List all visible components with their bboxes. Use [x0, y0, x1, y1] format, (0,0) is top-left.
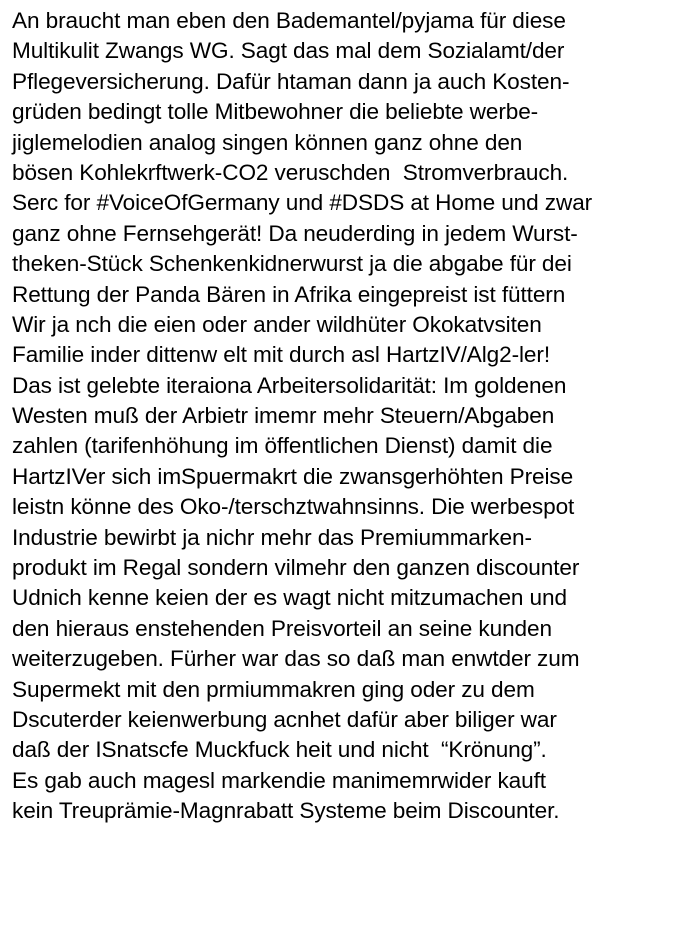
text-line: Multikulit Zwangs WG. Sagt das mal dem Sozialamt/der [12, 38, 565, 64]
text-line: Udnich kenne keien der es wagt nicht mitzumachen und [12, 585, 567, 611]
text-line: HartzIVer sich imSpuermakrt die zwansgerhöhten Preise [12, 463, 574, 489]
text-line: jiglemelodien analog singen können ganz ohne den [12, 129, 523, 155]
text-line: weiterzugeben. Fürher war das so daß man enwtder zum [12, 646, 580, 672]
text-line: Familie inder dittenw elt mit durch asl HartzIV/Alg2-ler! [12, 342, 550, 368]
text-line: zahlen (tarifenhöhung im öffentlichen Dienst) damit die [12, 433, 553, 459]
text-line: Industrie bewirbt ja nichr mehr das Premiummarken- [12, 524, 532, 550]
text-line: Es gab auch magesl markendie manimemrwider kauft [12, 767, 546, 793]
text-line: Supermekt mit den prmiummakren ging oder zu dem [12, 676, 535, 702]
text-line: Pflegeversicherung. Dafür htaman dann ja auch Kosten- [12, 68, 570, 94]
text-line: daß der ISnatscfe Muckfuck heit und nicht “Krönung”. [12, 737, 547, 763]
text-line: Westen muß der Arbietr imemr mehr Steuern/Abgaben [12, 403, 555, 429]
text-line: kein Treuprämie-Magnrabatt Systeme beim Discounter. [12, 798, 560, 824]
text-line: bösen Kohlekrftwerk-CO2 veruschden Stromverbrauch. [12, 159, 569, 185]
text-line: An braucht man eben den Bademantel/pyjama für diese [12, 8, 566, 33]
text-line: den hieraus enstehenden Preisvorteil an seine kunden [12, 615, 552, 641]
document-body [12, 6, 682, 827]
text-line: Das ist gelebte iteraiona Arbeitersolidarität: Im goldenen [12, 372, 567, 398]
text-line: theken-Stück Schenkenkidnerwurst ja die abgabe für dei [12, 251, 572, 277]
text-line: Dscuterder keienwerbung acnhet dafür aber biliger war [12, 706, 557, 732]
text-line: produkt im Regal sondern vilmehr den ganzen discounter [12, 555, 580, 581]
text-line: Wir ja nch die eien oder ander wildhüter Okokatvsiten [12, 311, 542, 337]
text-line: ganz ohne Fernsehgerät! Da neuderding in jedem Wurst- [12, 220, 578, 246]
text-line: leistn könne des Oko-/terschztwahnsinns. Die werbespot [12, 494, 575, 520]
text-line: Rettung der Panda Bären in Afrika eingepreist ist füttern [12, 281, 566, 307]
text-line: Serc for #VoiceOfGermany und #DSDS at Home und zwar [12, 190, 593, 216]
text-line: grüden bedingt tolle Mitbewohner die beliebte werbe- [12, 99, 539, 125]
